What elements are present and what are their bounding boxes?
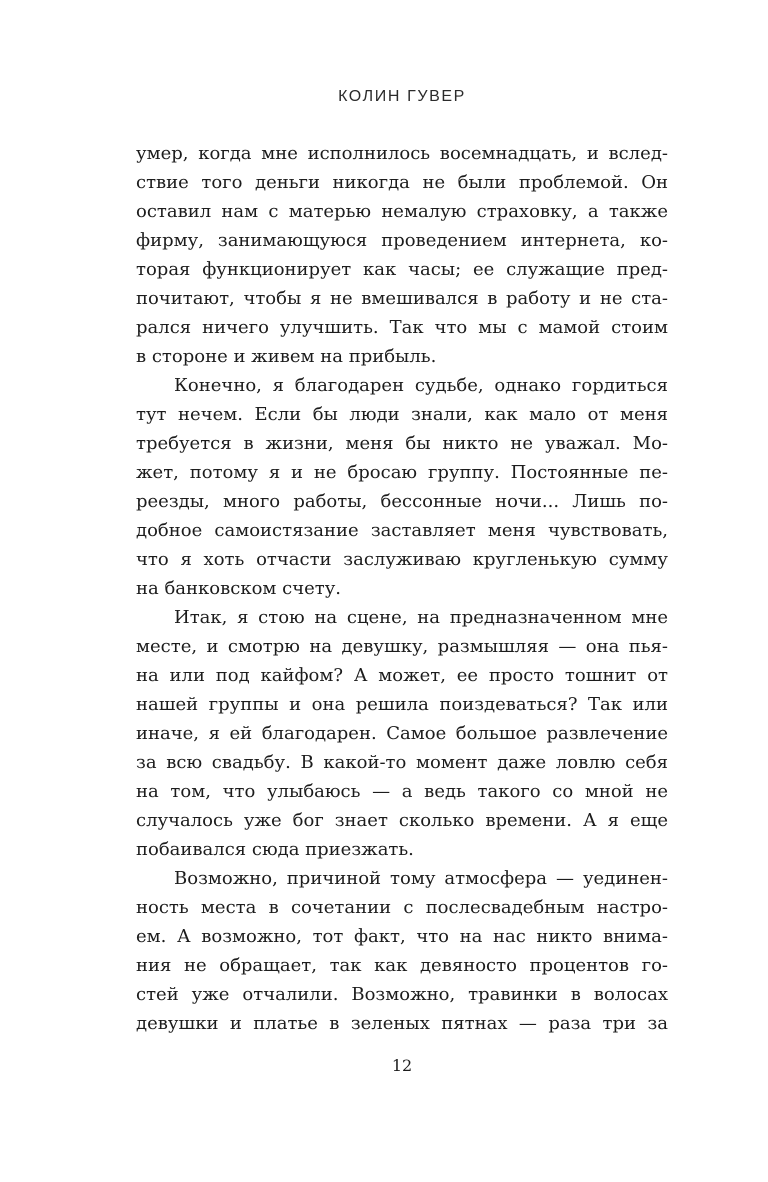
text-line: умер, когда мне исполнилось восемнадцать, и вслед- (136, 143, 668, 164)
page-number: 12 (391, 1056, 413, 1075)
text-line: случалось уже бог знает сколько времени. А я еще (136, 810, 668, 831)
text-line: Конечно, я благодарен судьбе, однако гордиться (174, 375, 668, 396)
running-head-author: КОЛИН ГУВЕР (338, 88, 466, 105)
text-line: Итак, я стою на сцене, на предназначенном мне (174, 607, 668, 628)
text-line: иначе, я ей благодарен. Самое большое развлечение (136, 723, 668, 744)
text-line: за всю свадьбу. В какой-то момент даже ловлю себя (136, 752, 668, 773)
text-line: побаивался сюда приезжать. (136, 839, 414, 860)
text-line: добное самоистязание заставляет меня чувствовать, (136, 520, 668, 541)
page-body-text (136, 139, 668, 1038)
text-line: месте, и смотрю на девушку, размышляя — она пья- (136, 636, 668, 657)
text-line: девушки и платье в зеленых пятнах — раза три за (136, 1013, 668, 1034)
text-line: на или под кайфом? А может, ее просто тошнит от (136, 665, 668, 686)
text-line: на банковском счету. (136, 578, 342, 599)
text-line: что я хоть отчасти заслуживаю кругленькую сумму (136, 549, 668, 570)
text-line: в стороне и живем на прибыль. (136, 346, 437, 367)
text-line: тут нечем. Если бы люди знали, как мало от меня (136, 404, 668, 425)
text-line: стей уже отчалили. Возможно, травинки в волосах (136, 984, 668, 1005)
text-line: нашей группы и она решила поиздеваться? Так или (136, 694, 668, 715)
text-line: требуется в жизни, меня бы никто не уважал. Мо- (136, 433, 668, 454)
text-line: на том, что улыбаюсь — а ведь такого со мной не (136, 781, 668, 802)
text-line: реезды, много работы, бессонные ночи... Лишь по- (136, 491, 668, 512)
paragraph (136, 139, 668, 371)
text-line: ем. А возможно, тот факт, что на нас никто внима- (136, 926, 668, 947)
paragraph (136, 371, 668, 603)
text-line: рался ничего улучшить. Так что мы с мамой стоим (136, 317, 668, 338)
text-line: ния не обращает, так как девяносто процентов го- (136, 955, 668, 976)
text-line: ствие того деньги никогда не были проблемой. Он (136, 172, 668, 193)
paragraph (136, 864, 668, 1038)
text-line: жет, потому я и не бросаю группу. Постоянные пе- (136, 462, 668, 483)
text-line: фирму, занимающуюся проведением интернета, ко- (136, 230, 668, 251)
text-line: оставил нам с матерью немалую страховку, а также (136, 201, 668, 222)
text-line: ность места в сочетании с послесвадебным настро- (136, 897, 668, 918)
text-line: почитают, чтобы я не вмешивался в работу и не ста- (136, 288, 668, 309)
paragraph (136, 603, 668, 864)
text-line: Возможно, причиной тому атмосфера — уединен- (174, 868, 668, 889)
text-line: торая функционирует как часы; ее служащие пред- (136, 259, 668, 280)
